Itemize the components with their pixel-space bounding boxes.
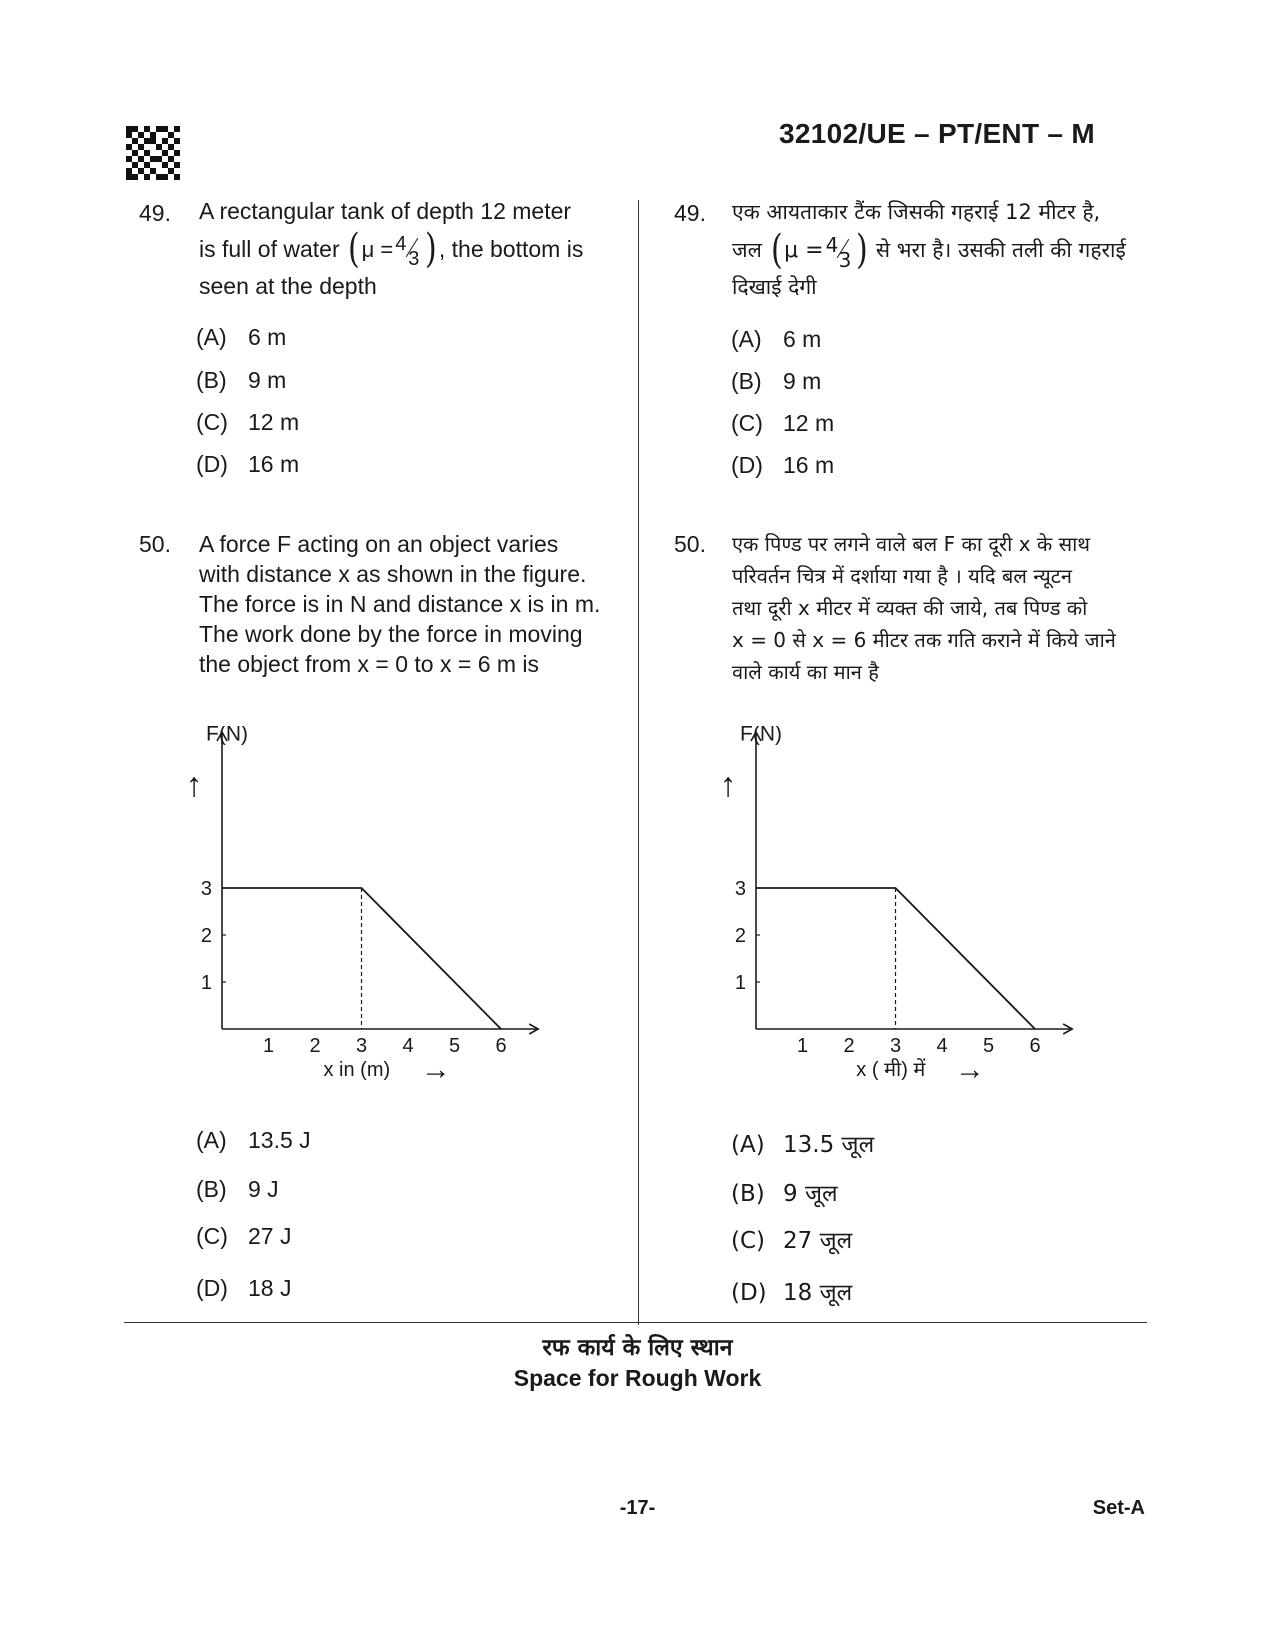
y-tick-label: 1 (734, 972, 746, 994)
question-number: 50. (139, 531, 171, 557)
question-fragment: is full of water (199, 235, 340, 262)
x-axis-label: x in (m) (323, 1059, 391, 1081)
question-line: x = 0 से x = 6 मीटर तक गति कराने में किये जाने (732, 628, 1116, 652)
option-d[interactable] (731, 1275, 852, 1307)
fraction-numerator: 4 (825, 233, 839, 257)
option-label: (D) (196, 451, 228, 477)
option-text: 6 m (248, 324, 287, 350)
x-tick-label: 3 (355, 1035, 368, 1057)
fraction-denominator: 3 (408, 248, 420, 270)
x-tick-label: 6 (1029, 1035, 1041, 1057)
question-50-text-hi (732, 528, 1152, 688)
refractive-index-formula: ( μ = 4 3 ) (769, 232, 870, 268)
x-axis-label: x ( मी) में (856, 1059, 926, 1081)
option-d[interactable] (196, 451, 299, 478)
option-text: 9 जूल (783, 1181, 838, 1207)
option-label: (B) (731, 368, 762, 394)
question-line: एक पिण्ड पर लगने वाले बल F का दूरी x के साथ (732, 532, 1091, 556)
question-line: वाले कार्य का मान है (732, 660, 879, 684)
force-distance-graph (720, 726, 1100, 1096)
option-label: (C) (731, 410, 763, 436)
option-c[interactable] (196, 1223, 291, 1250)
question-line: परिवर्तन चित्र में दर्शाया गया है । यदि बल न्यूटन (732, 564, 1072, 588)
mu-label: μ = (361, 236, 394, 262)
option-d[interactable] (731, 452, 834, 479)
x-tick-label: 1 (796, 1035, 809, 1057)
option-b[interactable] (196, 1176, 279, 1203)
option-label: (D) (196, 1275, 228, 1301)
x-tick-label: 5 (982, 1035, 995, 1057)
question-49-text-en (199, 196, 619, 302)
y-tick-label: 2 (734, 925, 746, 947)
option-label: (A) (731, 326, 762, 352)
x-tick-label: 1 (262, 1035, 275, 1057)
fraction (825, 232, 854, 272)
x-tick-label: 4 (936, 1035, 948, 1057)
option-label: (C) (196, 1223, 228, 1249)
question-line (199, 227, 619, 271)
question-fragment: जल (732, 237, 762, 262)
option-text: 27 J (248, 1223, 292, 1249)
option-text: 9 J (248, 1176, 279, 1202)
question-line: A force F acting on an object varies (199, 531, 559, 557)
page-number: -17- (619, 1497, 656, 1519)
question-line: with distance x as shown in the figure. (199, 561, 587, 587)
question-line: दिखाई देगी (732, 275, 817, 299)
option-text: 9 m (248, 367, 287, 393)
y-tick-label: 3 (200, 878, 212, 900)
set-label: Set-A (1092, 1497, 1145, 1519)
x-axis-direction-arrow: → (954, 1053, 985, 1086)
option-label: (D) (731, 1280, 767, 1306)
x-tick-label: 5 (448, 1035, 461, 1057)
option-c[interactable] (731, 1223, 852, 1255)
qr-code-icon (126, 126, 180, 180)
y-axis-up-arrow: ↑ (720, 766, 737, 804)
option-a[interactable] (196, 1127, 311, 1154)
question-line: तथा दूरी x मीटर में व्यक्त की जाये, तब पिण्ड को (732, 596, 1088, 620)
question-50-text-en (199, 529, 619, 679)
option-text: 16 m (783, 452, 835, 478)
option-a[interactable] (731, 326, 821, 353)
rough-work-title: Space for Rough Work (513, 1365, 762, 1391)
option-label: (C) (731, 1228, 766, 1254)
question-line: The force is in N and distance x is in m. (199, 591, 601, 617)
question-fragment: से भरा है। उसकी तली की गहराई (875, 237, 1126, 262)
option-label: (A) (731, 1132, 765, 1158)
option-a[interactable] (731, 1127, 874, 1159)
question-49-text-hi (732, 197, 1152, 303)
option-label: (A) (196, 324, 227, 350)
option-text: 13.5 जूल (783, 1132, 875, 1158)
question-line: the object from x = 0 to x = 6 m is (199, 651, 540, 677)
x-tick-label: 2 (309, 1035, 321, 1057)
question-line: A rectangular tank of depth 12 meter (199, 198, 572, 224)
y-tick-label: 3 (734, 878, 746, 900)
force-distance-graph (186, 726, 566, 1096)
option-label: (B) (196, 367, 227, 393)
fraction (395, 231, 423, 270)
question-fragment: , the bottom is (438, 235, 584, 262)
question-line (732, 228, 1152, 272)
mu-label: μ = (784, 237, 824, 263)
option-label: (B) (196, 1176, 227, 1202)
question-line: seen at the depth (199, 273, 377, 299)
paper-code: 32102/UE – PT/ENT – M (779, 118, 1095, 149)
fraction-denominator: 3 (838, 248, 852, 272)
x-tick-label: 4 (402, 1035, 414, 1057)
question-number: 49. (674, 200, 706, 226)
question-line: The work done by the force in moving (199, 621, 583, 647)
option-text: 18 जूल (783, 1280, 853, 1306)
option-label: (A) (196, 1127, 227, 1153)
x-tick-label: 2 (843, 1035, 855, 1057)
option-label: (B) (731, 1181, 765, 1207)
option-b[interactable] (196, 367, 286, 394)
option-a[interactable] (196, 324, 286, 351)
y-tick-label: 1 (200, 972, 212, 994)
footer-divider (124, 1322, 1147, 1323)
option-text: 27 जूल (783, 1228, 853, 1254)
option-c[interactable] (731, 410, 834, 437)
option-text: 12 m (248, 409, 300, 435)
question-number: 50. (674, 531, 706, 557)
option-text: 13.5 J (248, 1127, 311, 1153)
option-label: (D) (731, 452, 763, 478)
question-number: 49. (139, 200, 171, 226)
fraction-numerator: 4 (395, 233, 407, 255)
option-text: 16 m (248, 451, 300, 477)
option-text: 12 m (783, 410, 835, 436)
y-tick-label: 2 (200, 925, 212, 947)
x-tick-label: 3 (889, 1035, 902, 1057)
question-line: एक आयताकार टैंक जिसकी गहराई 12 मीटर है, (732, 200, 1101, 224)
option-text: 9 m (783, 368, 822, 394)
column-divider (638, 200, 639, 1325)
option-d[interactable] (196, 1275, 291, 1302)
x-axis-direction-arrow: → (420, 1053, 451, 1086)
option-text: 18 J (248, 1275, 292, 1301)
option-b[interactable] (731, 1176, 838, 1208)
x-tick-label: 6 (495, 1035, 507, 1057)
refractive-index-formula: ( μ = 4 3 ) (346, 231, 439, 267)
option-label: (C) (196, 409, 228, 435)
option-text: 6 m (783, 326, 822, 352)
y-axis-label: F(N) (206, 726, 248, 746)
option-b[interactable] (731, 368, 821, 395)
option-c[interactable] (196, 409, 299, 436)
rough-work-title-hindi: रफ कार्य के लिए स्थान (542, 1335, 733, 1361)
y-axis-up-arrow: ↑ (186, 766, 203, 804)
y-axis-label: F(N) (740, 726, 782, 746)
